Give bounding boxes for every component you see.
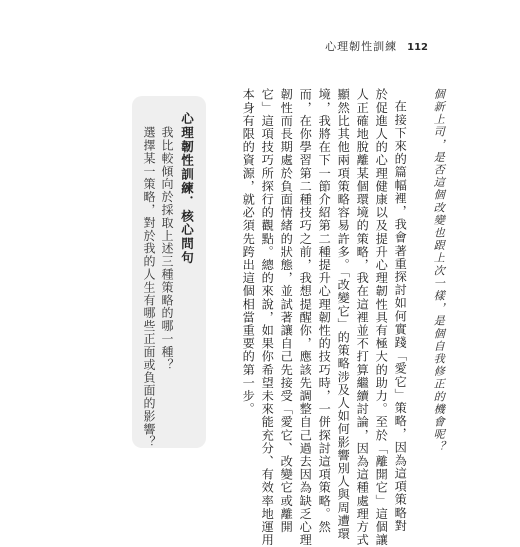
body-line: 在接下來的篇幅裡，我會著重探討如何實踐「愛它」策略，因為這項策略對 [393, 100, 408, 533]
sidebar-question: 我比較傾向於採取上述三種策略的哪一種？ [160, 126, 174, 372]
body-line: 韌性而長期處於負面情緒的狀態，並試著讓自己先接受「愛它、改變它或離開 [279, 88, 294, 534]
chapter-title: 心理韌性訓練 [325, 40, 398, 53]
core-questions-box [132, 96, 206, 448]
body-line: 本身有限的資源，就必須先跨出這個相當重要的第一步。 [241, 88, 256, 416]
body-line: 顯然比其他兩項策略容易許多。「改變它」的策略涉及人如何影響別人與周遭環 [336, 88, 351, 541]
running-header [325, 38, 428, 54]
body-line: 它」這項技巧所探行的觀點。總的來說，如果你希望未來能充分、有效率地運用 [260, 88, 275, 547]
body-line: 於促進人的心理健康以及提升心理韌性具有極大的助力。至於「離開它」這個讓 [374, 88, 389, 547]
body-line: 人正確地脫離某個環境的策略，我在這裡並不打算繼續討論，因為這種處理方式 [355, 88, 370, 547]
sidebar-question: 選擇某一策略，對於我的人生有哪些正面或負面的影響？ [142, 126, 156, 449]
quote-line: 個新上司，是否這個改變也跟上次一樣，是個自我修正的機會呢？ [432, 88, 446, 454]
sidebar-title: 心理韌性訓練．核心問句 [179, 112, 195, 265]
body-line: 而，在你學習第二種技巧之前，我想提醒你，應該先調整自己過去因為缺乏心理 [298, 88, 313, 547]
body-line: 境，我將在下一節介紹第二種提升心理韌性的技巧時，一併探討這項策略。然 [317, 88, 332, 534]
page-number: 112 [407, 42, 428, 53]
